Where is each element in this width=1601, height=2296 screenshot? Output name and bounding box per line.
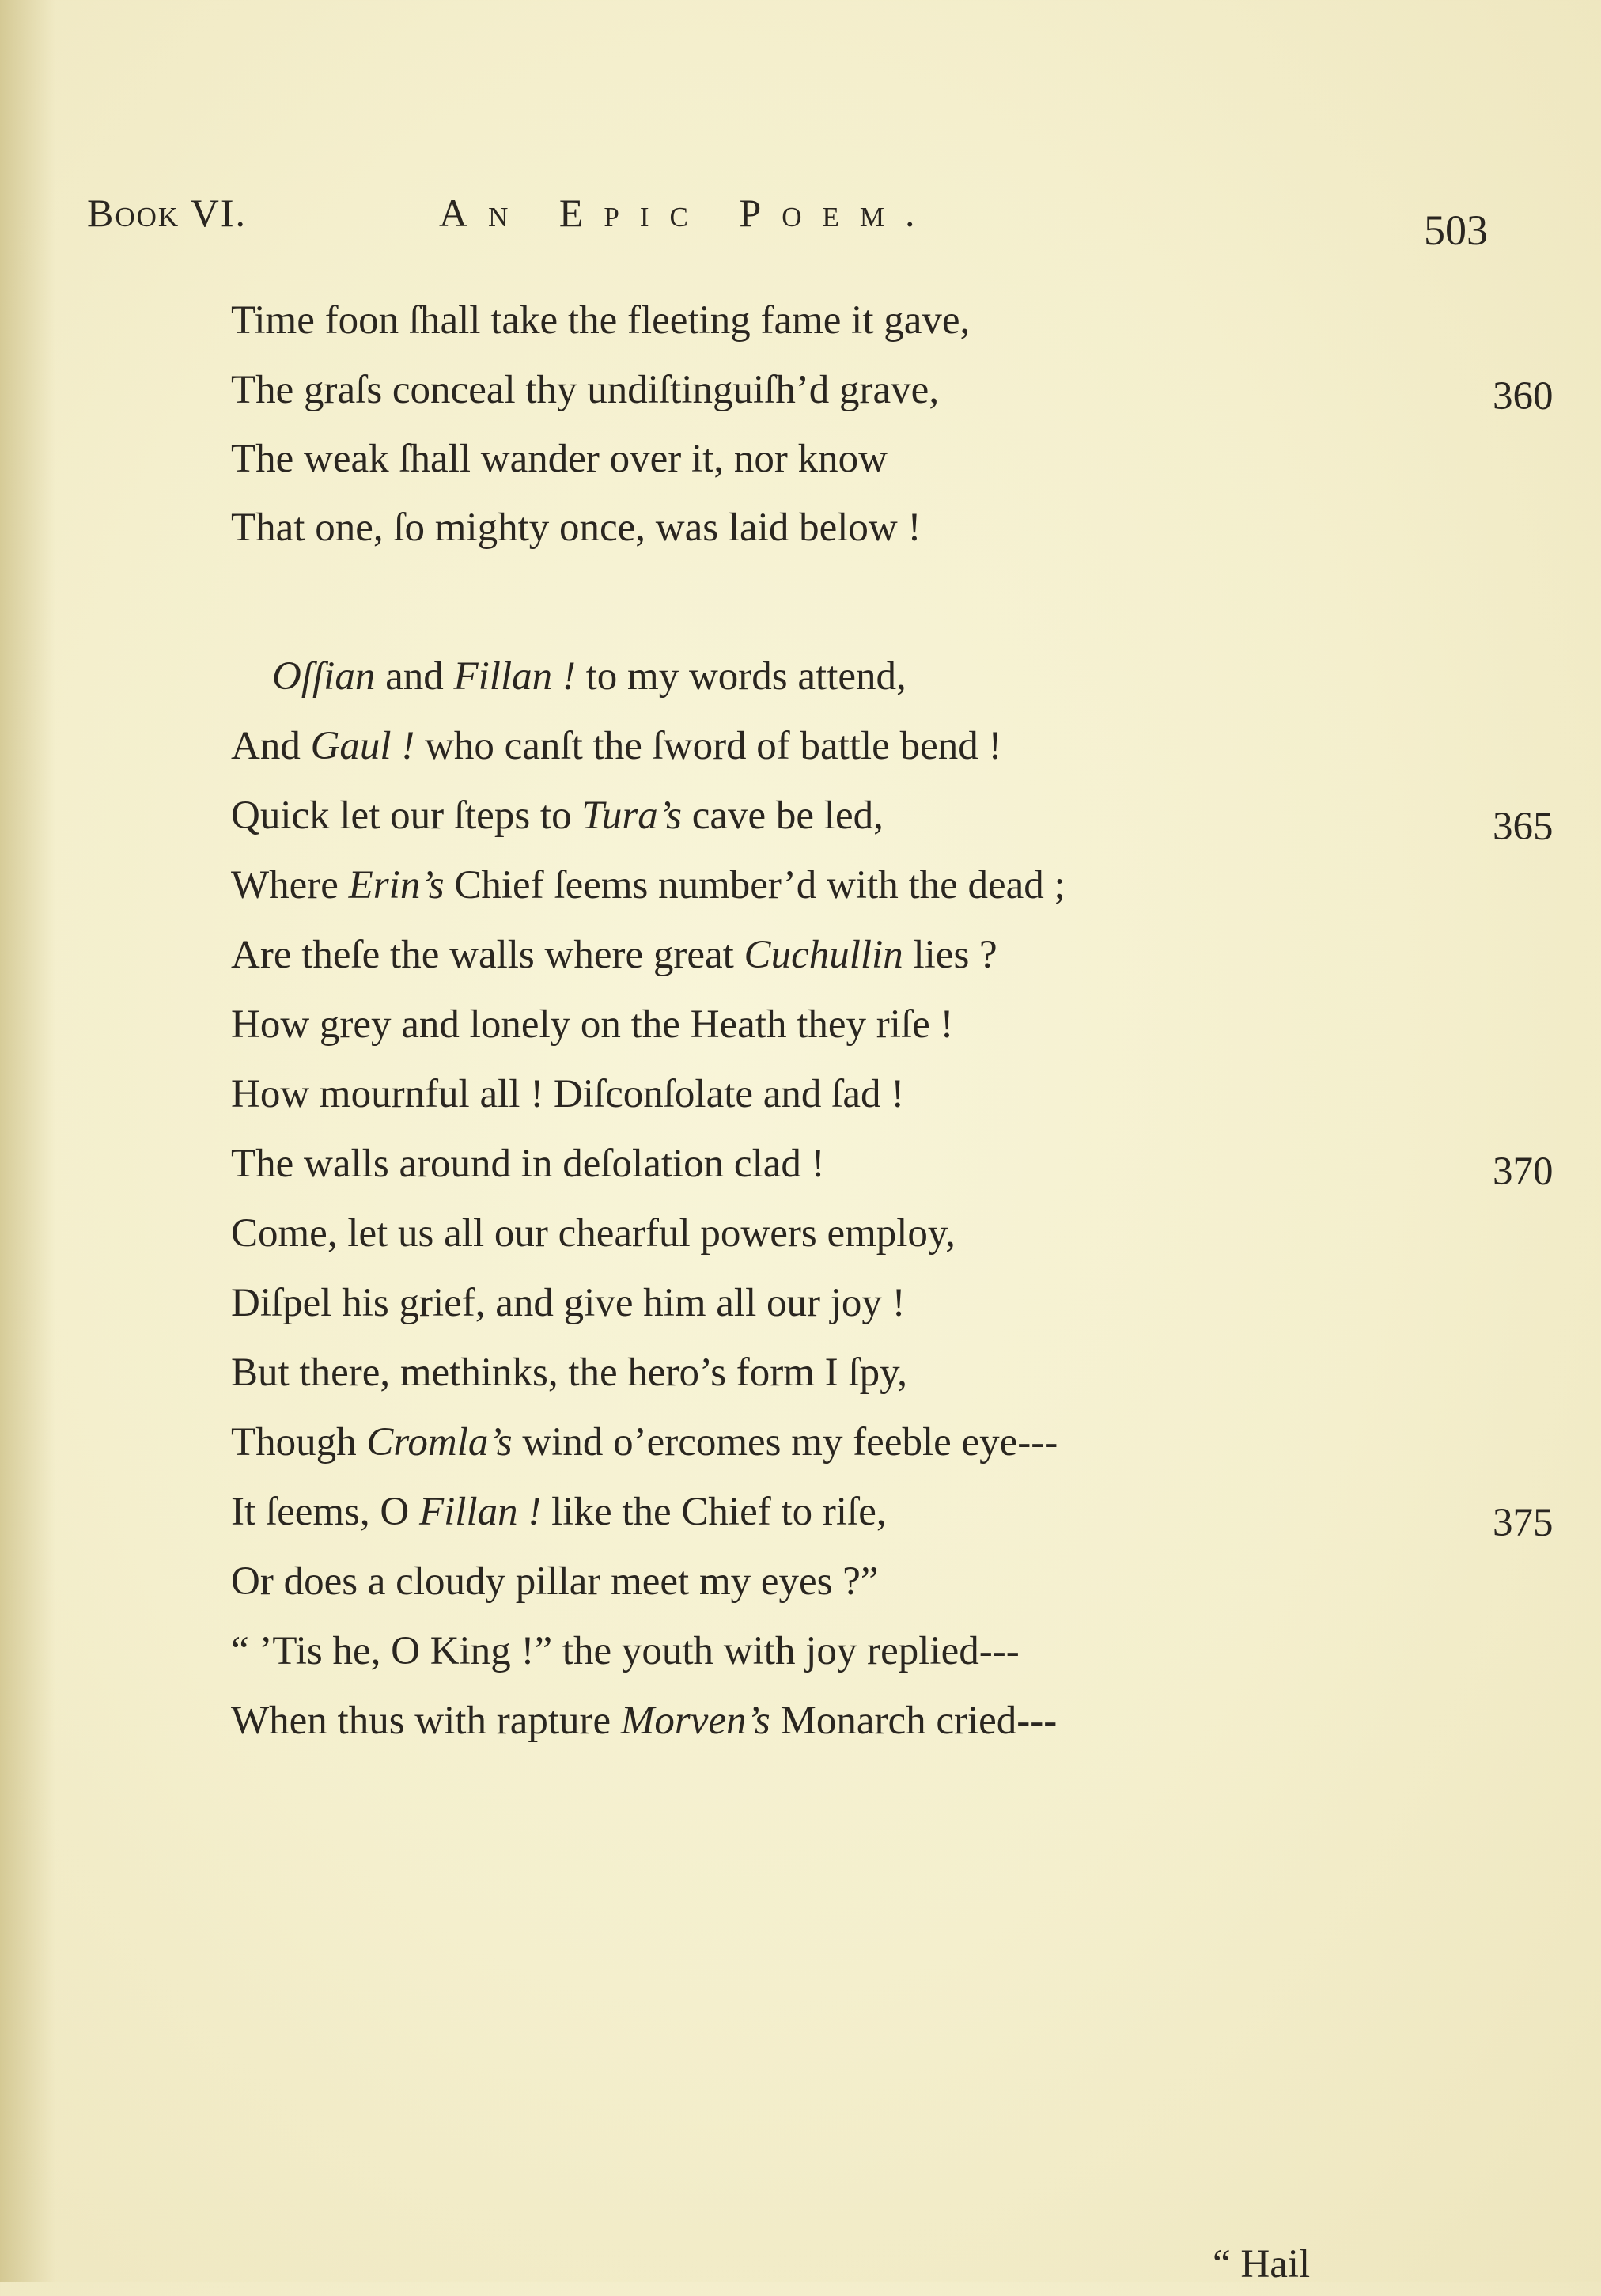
verse-italic-text: Oſſian	[272, 654, 376, 699]
verse-line	[231, 358, 939, 422]
verse-line	[231, 1271, 906, 1335]
verse-text: Chief ſeems number’d with the dead ;	[444, 863, 1065, 907]
verse-text: Though	[231, 1420, 367, 1464]
verse-text: The walls around in deſolation clad !	[231, 1142, 825, 1186]
verse-text: lies ?	[903, 933, 997, 977]
verse-italic-text: Fillan !	[418, 1490, 542, 1534]
verse-line	[231, 1550, 879, 1613]
verse-line	[231, 1063, 904, 1126]
verse-text: That one, ſo mighty once, was laid below !	[231, 506, 922, 550]
verse-line	[231, 854, 1065, 917]
line-number: 375	[1493, 1501, 1554, 1545]
verse-line	[231, 1202, 956, 1265]
verse-text: who canſt the ſword of battle bend !	[414, 724, 1002, 768]
verse-text: The weak ſhall wander over it, nor know	[231, 437, 888, 481]
verse-italic-text: Morven’s	[620, 1699, 770, 1743]
verse-italic-text: Gaul !	[310, 724, 415, 768]
verse-italic-text: Cromla’s	[366, 1420, 513, 1464]
verse-line	[231, 784, 884, 847]
verse-line	[231, 714, 1001, 778]
verse-text: And	[231, 724, 311, 768]
verse-text: Where	[231, 863, 349, 907]
verse-text: The graſs conceal thy undiſtinguiſh’d grave,	[231, 368, 940, 412]
book-label: Book VI.	[87, 191, 248, 235]
verse-text: But there, methinks, the hero’s form I ſpy,	[231, 1351, 908, 1395]
verse-line	[231, 1689, 1057, 1752]
verse-text: cave be led,	[682, 794, 884, 838]
verse-line	[231, 496, 921, 559]
verse-line	[231, 923, 997, 987]
verse-line	[231, 1411, 1058, 1474]
verse-italic-text: Erin’s	[348, 863, 445, 907]
verse-text: Come, let us all our chearful powers employ,	[231, 1211, 956, 1256]
verse-line	[272, 645, 906, 708]
verse-text: It ſeems, O	[231, 1490, 419, 1534]
page-edge-shading	[0, 0, 55, 2282]
verse-text: like the Chief to riſe,	[541, 1490, 887, 1534]
verse-text: Time foon ſhall take the fleeting fame it gave,	[231, 298, 971, 343]
line-number: 370	[1493, 1150, 1554, 1194]
page-number: 503	[1424, 206, 1488, 254]
verse-line	[231, 1341, 907, 1404]
verse-text: Diſpel his grief, and give him all our joy !	[231, 1281, 906, 1325]
catchword: “ Hail	[1213, 2242, 1311, 2287]
verse-italic-text: Tura’s	[581, 794, 682, 838]
verse-text: “ ’Tis he, O King !” the youth with joy replied---	[231, 1629, 1020, 1673]
verse-text: When thus with rapture	[231, 1699, 621, 1743]
verse-line	[231, 1480, 887, 1544]
verse-italic-text: Cuchullin	[744, 933, 903, 977]
verse-text: Quick let our ſteps to	[231, 794, 582, 838]
verse-text: wind o’ercomes my feeble eye---	[512, 1420, 1058, 1464]
verse-text: to my words attend,	[575, 654, 906, 699]
verse-line	[231, 427, 888, 491]
verse-text: How grey and lonely on the Heath they riſe !	[231, 1002, 954, 1047]
verse-line	[231, 1620, 1020, 1683]
line-number: 365	[1493, 805, 1554, 849]
line-number: 360	[1493, 374, 1554, 419]
verse-italic-text: Fillan !	[453, 654, 576, 699]
verse-text: and	[375, 654, 454, 699]
verse-line	[231, 993, 953, 1056]
verse-text: Monarch cried---	[770, 1699, 1058, 1743]
running-header	[0, 190, 1601, 261]
verse-text: Are theſe the walls where great	[231, 933, 744, 977]
running-title: An Epic Poem.	[439, 191, 936, 235]
verse-text: How mournful all ! Diſconſolate and ſad !	[231, 1072, 905, 1116]
verse-line	[231, 289, 970, 352]
verse-text: Or does a cloudy pillar meet my eyes ?”	[231, 1559, 879, 1604]
verse-line	[231, 1132, 825, 1195]
